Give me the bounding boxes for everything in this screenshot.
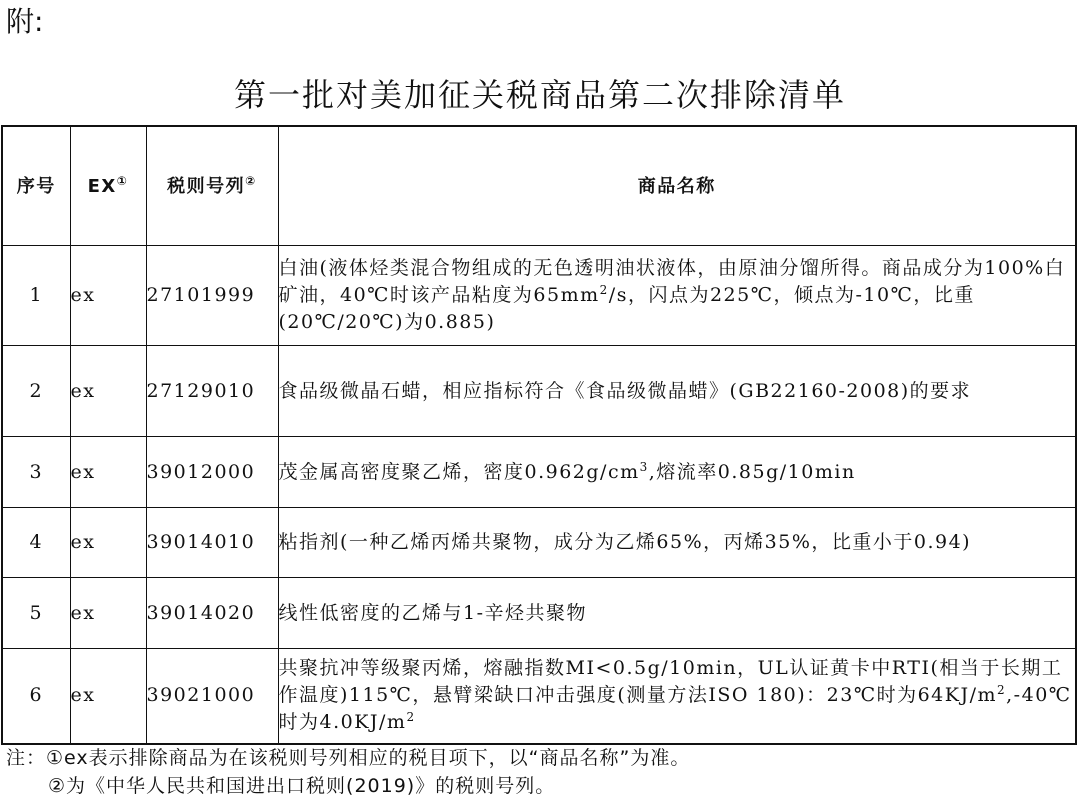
header-ex-label: EX <box>87 175 117 197</box>
page-title: 第一批对美加征关税商品第二次排除清单 <box>233 76 846 114</box>
header-ex-footnote-mark: ① <box>116 173 129 188</box>
header-no-label: 序号 <box>16 175 56 197</box>
row-no: 3 <box>2 437 70 508</box>
header-code-label: 税则号列 <box>167 175 246 197</box>
row-code: 39012000 <box>146 437 278 508</box>
row-description-text: 茂金属高密度聚乙烯，密度0.962g/cm <box>278 460 640 483</box>
header-no <box>2 126 70 246</box>
row-description-text-cont: ,熔流率0.85g/10min <box>648 460 856 483</box>
header-code <box>146 126 278 246</box>
row-code: 27101999 <box>146 246 278 346</box>
header-ex <box>70 126 146 246</box>
header-name <box>278 126 1076 246</box>
row-ex: ex <box>70 508 146 578</box>
row-ex: ex <box>70 578 146 649</box>
row-description <box>278 346 1076 437</box>
row-description <box>278 437 1076 508</box>
table-row <box>2 578 1076 649</box>
row-description-superscript: 2 <box>599 283 609 297</box>
exclusion-table <box>1 125 1077 745</box>
header-code-footnote-mark: ② <box>245 173 257 188</box>
row-no: 6 <box>2 649 70 744</box>
row-description-text: 线性低密度的乙烯与1-辛烃共聚物 <box>278 601 588 624</box>
row-no: 1 <box>2 246 70 346</box>
table-row <box>2 508 1076 578</box>
row-ex: ex <box>70 346 146 437</box>
row-description-superscript: 2 <box>997 683 1007 698</box>
table-header-row <box>2 126 1076 246</box>
row-description <box>278 508 1076 578</box>
row-no: 4 <box>2 508 70 578</box>
row-description-superscript-2: 2 <box>406 710 416 725</box>
table-row <box>2 437 1076 508</box>
row-ex: ex <box>70 437 146 508</box>
row-description-superscript: 3 <box>639 459 649 474</box>
row-description-text-cont: /s，闪点为225℃，倾点为-10℃，比重(20℃/20℃)为0.885) <box>278 284 975 333</box>
row-code: 39014020 <box>146 578 278 649</box>
row-description-text-cont: ,-40℃时为4.0KJ/m <box>278 684 1072 734</box>
table-row <box>2 346 1076 437</box>
row-description <box>278 649 1076 744</box>
row-description-text: 共聚抗冲等级聚丙烯，熔融指数MI<0.5g/10min，UL认证黄卡中RTI(相当于长期工作温度)115℃，悬臂梁缺口冲击强度(测量方法ISO 180)：23℃时为64KJ/m <box>278 657 1063 707</box>
row-description-text: 食品级微晶石蜡，相应指标符合《食品级微晶蜡》(GB22160-2008)的要求 <box>278 379 972 402</box>
table-row <box>2 649 1076 744</box>
row-description <box>278 578 1076 649</box>
row-description-text: 粘指剂(一种乙烯丙烯共聚物，成分为乙烯65%，丙烯35%，比重小于0.94) <box>278 531 972 553</box>
row-description <box>278 246 1076 346</box>
table-row <box>2 246 1076 346</box>
row-ex: ex <box>70 246 146 346</box>
footnote-1: 注：①ex表示排除商品为在该税则号列相应的税目项下，以“商品名称”为准。 <box>6 747 691 769</box>
footnote-2: ②为《中华人民共和国进出口税则(2019)》的税则号列。 <box>48 775 556 797</box>
row-description-text: 白油(液体烃类混合物组成的无色透明油状液体，由原油分馏所得。商品成分为100%白矿油，40℃时该产品粘度为65mm <box>278 257 1066 306</box>
row-code: 39014010 <box>146 508 278 578</box>
row-no: 2 <box>2 346 70 437</box>
row-ex: ex <box>70 649 146 744</box>
attachment-label: 附: <box>6 5 44 38</box>
header-name-label: 商品名称 <box>637 175 716 197</box>
footnotes <box>6 744 690 800</box>
row-code: 39021000 <box>146 649 278 744</box>
row-code: 27129010 <box>146 346 278 437</box>
row-no: 5 <box>2 578 70 649</box>
